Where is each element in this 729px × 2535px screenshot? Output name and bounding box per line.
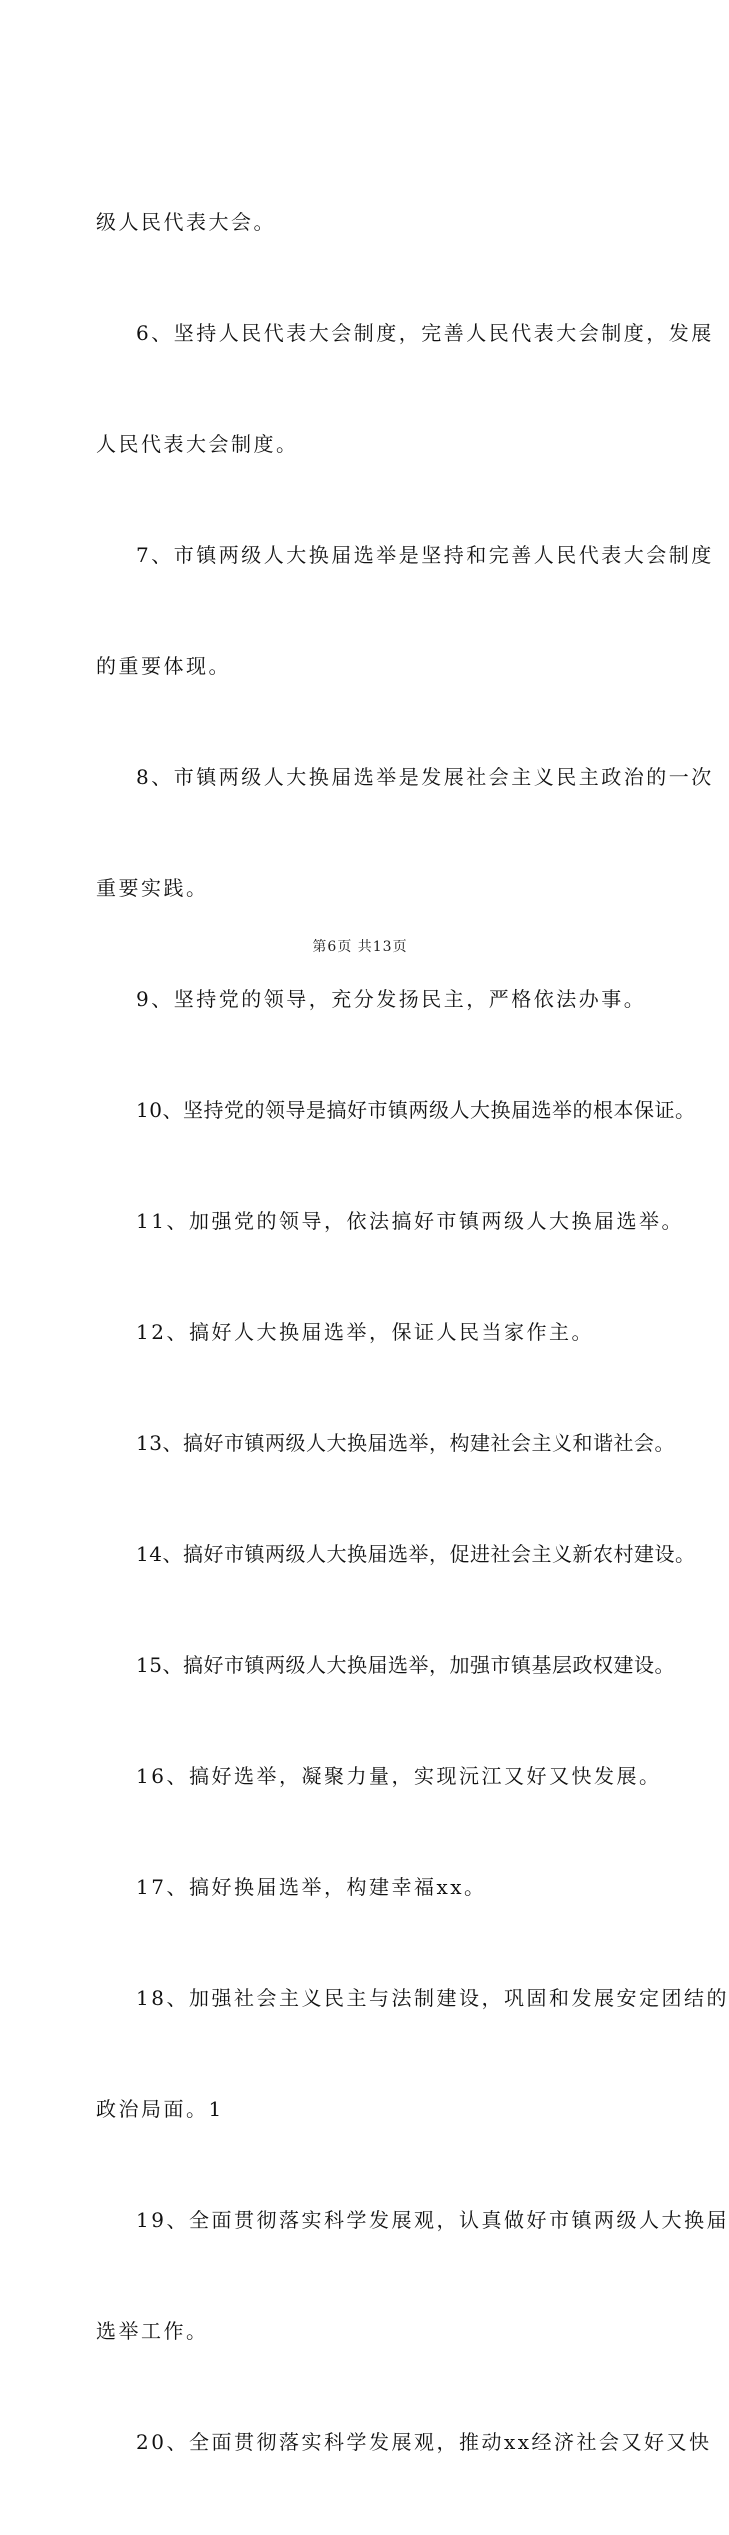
text-line: 20、全面贯彻落实科学发展观，推动xx经济社会又好又快 xyxy=(136,2430,712,2454)
text-line: 级人民代表大会。 xyxy=(96,210,276,234)
text-line: 19、全面贯彻落实科学发展观，认真做好市镇两级人大换届 xyxy=(136,2208,729,2232)
text-line: 17、搞好换届选举，构建幸福xx。 xyxy=(136,1875,487,1899)
text-line: 8、市镇两级人大换届选举是发展社会主义民主政治的一次 xyxy=(136,765,714,789)
document-body xyxy=(96,130,729,2535)
page-number-footer: 第6页 共13页 xyxy=(312,939,408,955)
text-line: 选举工作。 xyxy=(96,2319,209,2343)
text-line: 的重要体现。 xyxy=(96,654,231,678)
text-line: 16、搞好选举，凝聚力量，实现沅江又好又快发展。 xyxy=(136,1764,662,1788)
text-line: 14、搞好市镇两级人大换届选举，促进社会主义新农村建设。 xyxy=(136,1542,696,1566)
text-line: 人民代表大会制度。 xyxy=(96,432,299,456)
text-line: 18、加强社会主义民主与法制建设，巩固和发展安定团结的 xyxy=(136,1986,729,2010)
text-line: 6、坚持人民代表大会制度，完善人民代表大会制度，发展 xyxy=(136,321,714,345)
text-line: 政治局面。1 xyxy=(96,2097,224,2121)
text-line: 13、搞好市镇两级人大换届选举，构建社会主义和谐社会。 xyxy=(136,1431,675,1455)
text-line: 12、搞好人大换届选举，保证人民当家作主。 xyxy=(136,1320,594,1344)
text-line: 9、坚持党的领导，充分发扬民主，严格依法办事。 xyxy=(136,987,647,1011)
text-line: 11、加强党的领导，依法搞好市镇两级人大换届选举。 xyxy=(136,1209,684,1233)
text-line: 15、搞好市镇两级人大换届选举，加强市镇基层政权建设。 xyxy=(136,1653,675,1677)
text-line: 7、市镇两级人大换届选举是坚持和完善人民代表大会制度 xyxy=(136,543,714,567)
text-line: 重要实践。 xyxy=(96,876,209,900)
text-line: 10、坚持党的领导是搞好市镇两级人大换届选举的根本保证。 xyxy=(136,1098,696,1122)
